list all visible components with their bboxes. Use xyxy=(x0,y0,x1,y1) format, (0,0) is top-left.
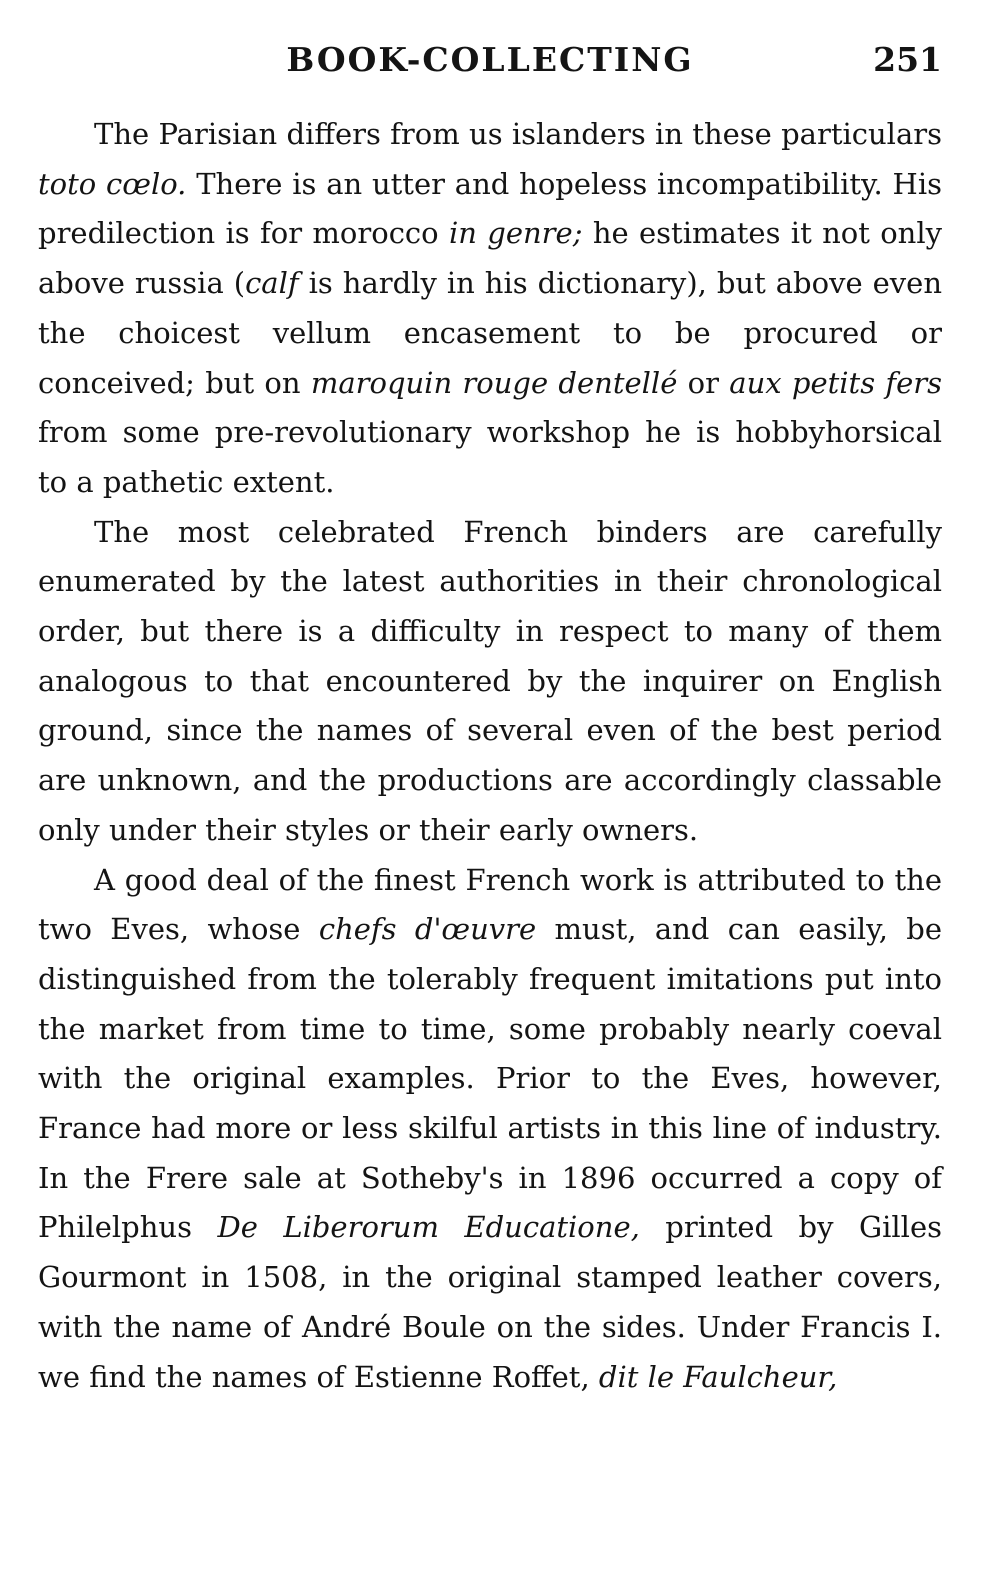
italic-run: De Liberorum Educatione, xyxy=(217,1210,640,1245)
text-run: The Parisian differs from us islanders in these particulars xyxy=(94,117,942,151)
italic-run: chefs d'œuvre xyxy=(318,912,537,947)
text-run: A good deal of the finest French work is attributed to the two Eves, whose xyxy=(38,862,942,947)
text-run: or xyxy=(677,365,730,400)
italic-run: aux petits fers xyxy=(729,365,943,400)
text-run: he estimates it not only above russia ( xyxy=(38,216,943,301)
italic-run: maroquin rouge dentellé xyxy=(310,365,678,400)
text-run: The most celebrated French binders are carefully enumerated by the latest authorities in their chronological order, but there is a difficulty in respect to many of them analogous to that encountered by the inquirer on English ground, since the names of several even of the best period are unknown, and the productions are accordingly classable only under their styles or their early owners. xyxy=(38,514,942,847)
paragraph xyxy=(38,856,942,1403)
text-run: printed by Gilles Gourmont in 1508, in the original stamped leather covers, with the name of André Boule on the sides. Under Francis I. we find the names of Estienne Roffet, xyxy=(38,1210,942,1394)
paragraph xyxy=(38,508,942,856)
body-text xyxy=(38,110,942,1402)
running-title: BOOK-COLLECTING xyxy=(286,40,694,79)
running-header xyxy=(38,40,942,90)
italic-run: calf xyxy=(245,266,299,301)
book-page xyxy=(38,40,942,1402)
text-run: is hardly in his dictionary), but above even the choicest vellum encasement to be procured or conceived; but on xyxy=(38,266,943,400)
paragraph xyxy=(38,110,942,508)
italic-run: toto cœlo. xyxy=(38,166,187,201)
text-run: must, and can easily, be distinguished from the tolerably frequent imitations put into the market from time to time, some probably nearly coeval with the original examples. Prior to the Eves, however, France had more or less skilful artists in this line of industry. In the Frere sale at Sotheby's in 1896 occurred a copy of Philelphus xyxy=(38,912,942,1245)
italic-run: dit le Faulcheur, xyxy=(598,1359,838,1394)
text-run: There is an utter and hopeless incompatibility. His predilection is for morocco xyxy=(38,166,942,251)
italic-run: in genre; xyxy=(448,216,583,251)
text-run: from some pre-revolutionary workshop he is hobbyhorsical to a pathetic extent. xyxy=(38,415,942,499)
page-number: 251 xyxy=(873,40,942,79)
